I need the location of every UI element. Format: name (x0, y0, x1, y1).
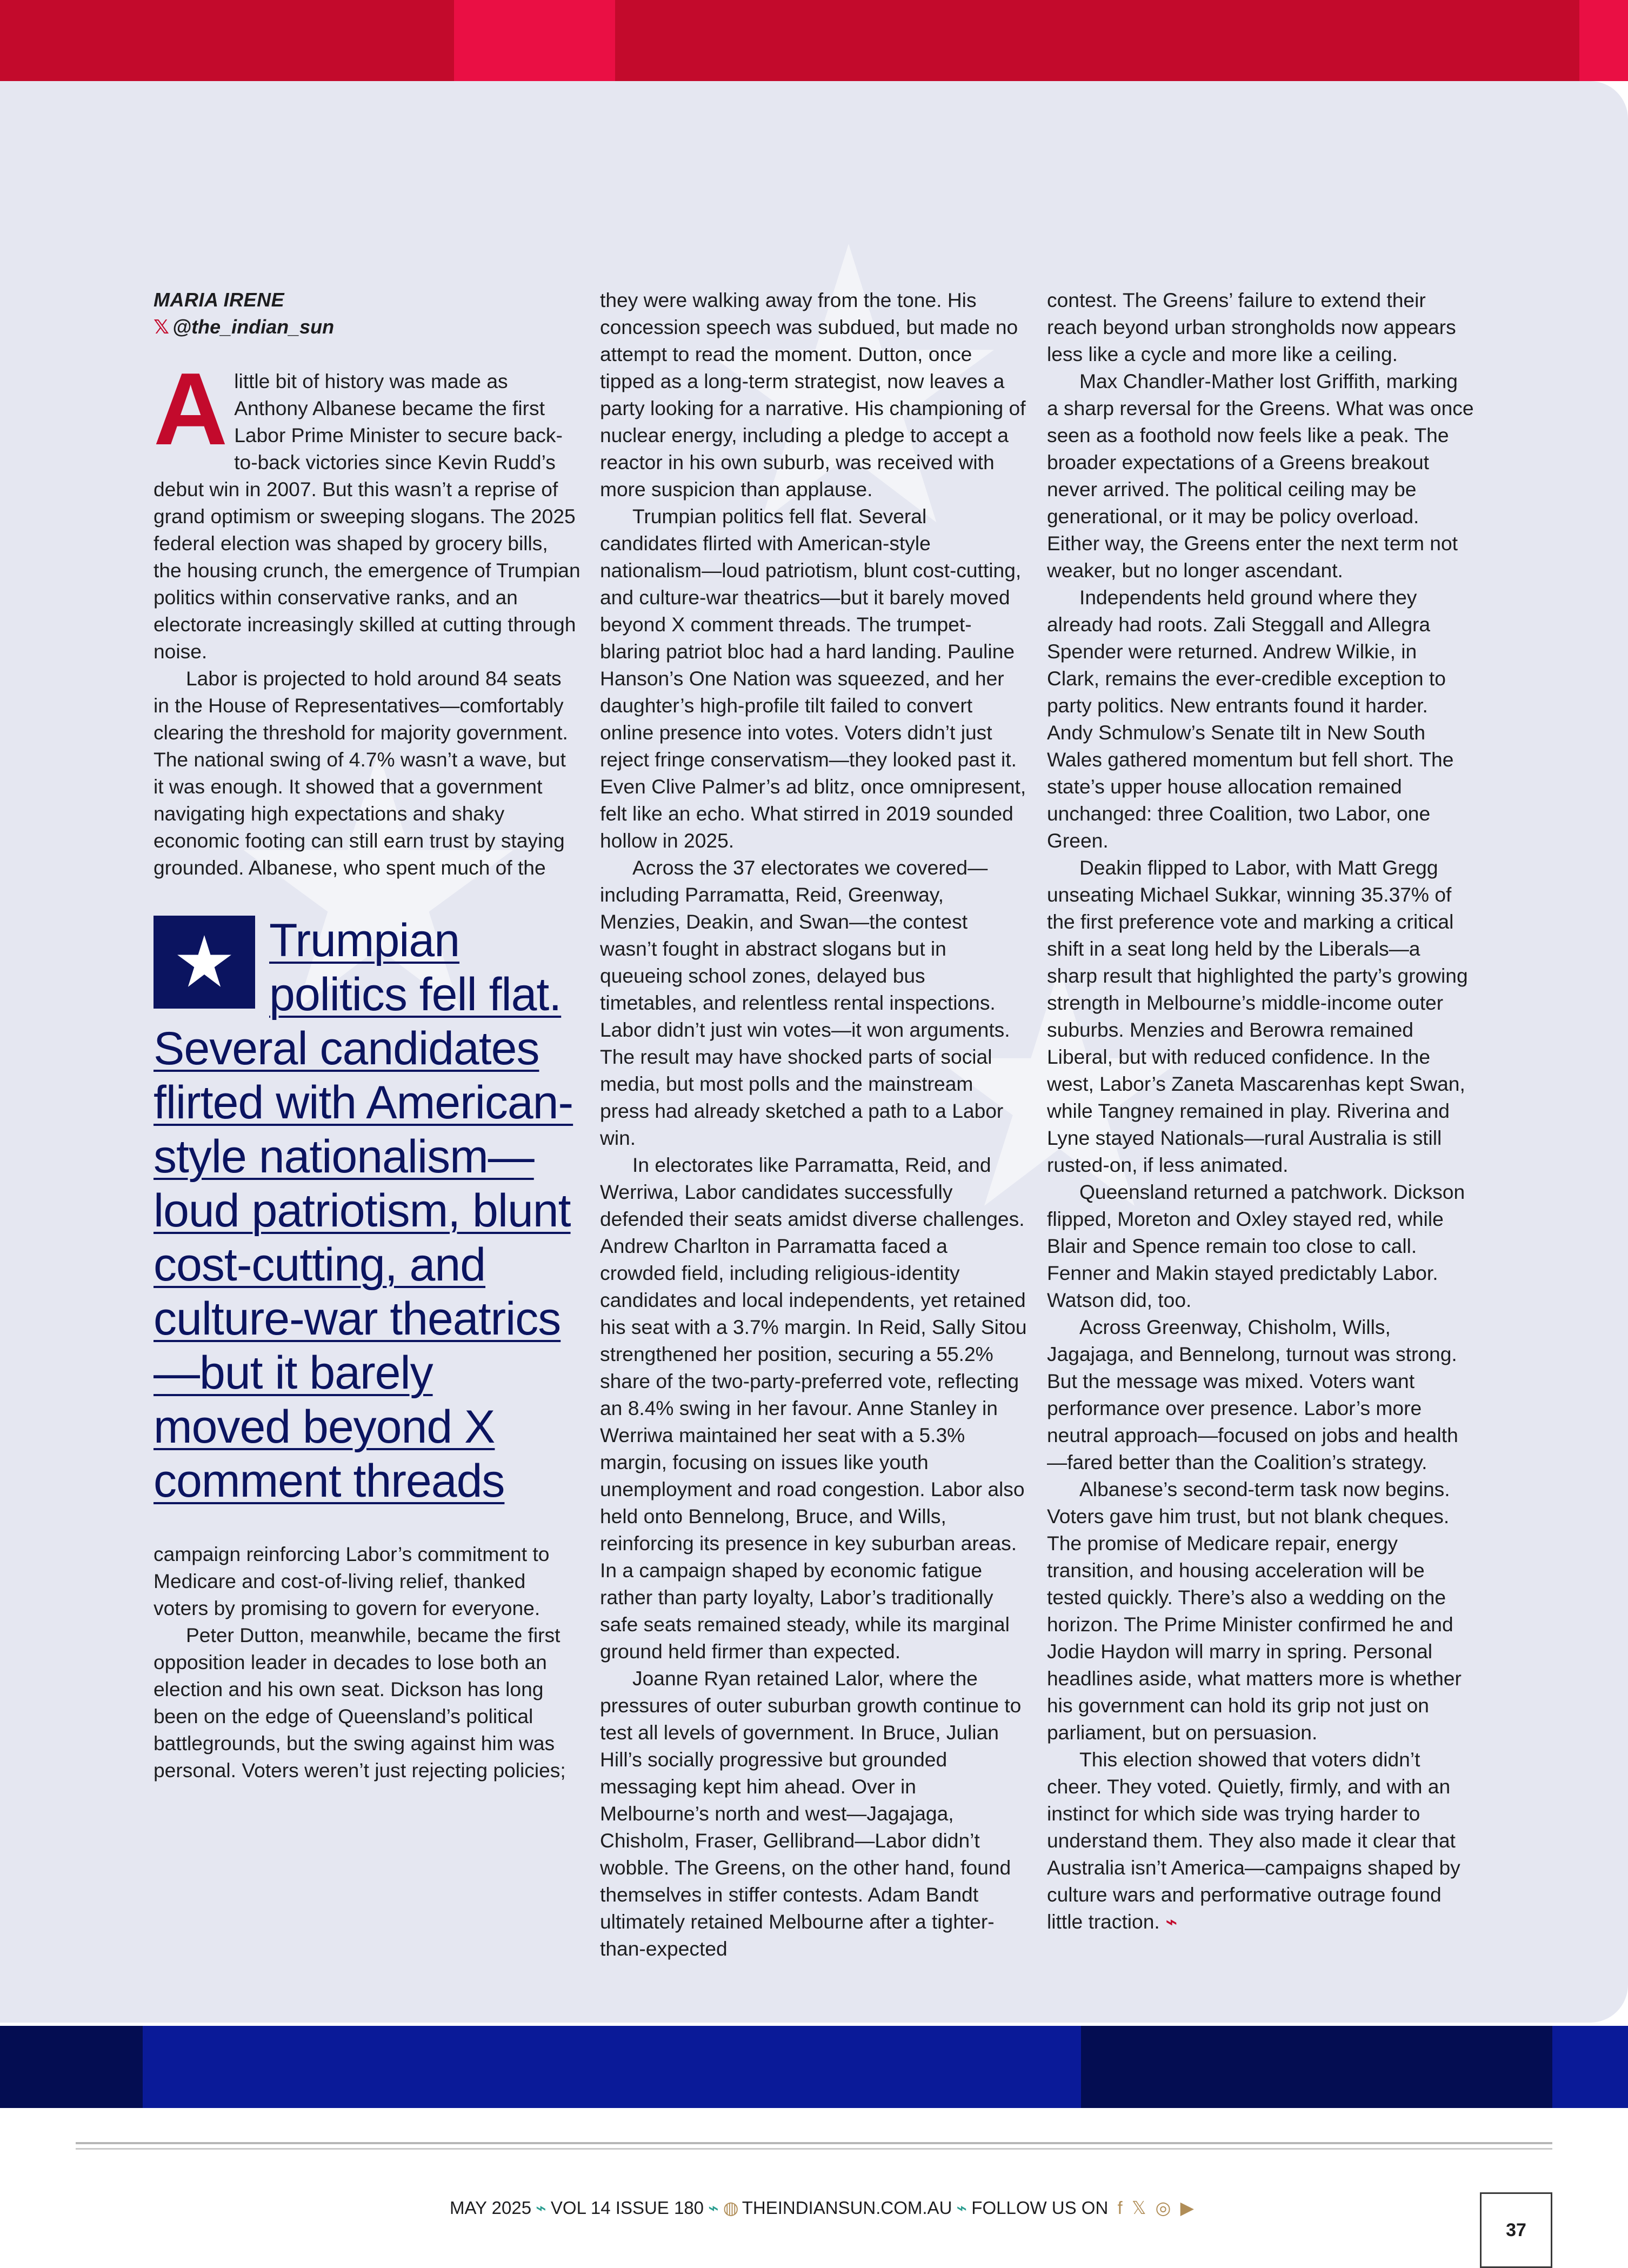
facebook-icon[interactable]: f (1117, 2198, 1123, 2218)
paragraph: contest. The Greens’ failure to extend their reach beyond urban strongholds now appears less like a cycle and more like a ceiling. (1047, 289, 1456, 365)
pull-quote-text: Trumpian politics fell flat. Several candidates flirted with American-style nationalism—loud patriotism, blunt cost-cutting, and culture-war theatrics—but it barely moved beyond X comment threads (154, 915, 573, 1507)
paragraph: Deakin flipped to Labor, with Matt Gregg unseating Michael Sukkar, winning 35.37% of the first preference vote and marking a critical shift in a seat long held by the Liberals—a sharp result that highlighted the party’s growing strength in Melbourne’s middle-income outer suburbs. Menzies and Berowra remained Liberal, but with reduced confidence. In the west, Labor’s Zaneta Mascarenhas kept Swan, while Tangney remained in play. Riverina and Lyne stayed Nationals—rural Australia is still rusted-on, if less animated. (1047, 856, 1468, 1176)
final-paragraph-text: This election showed that voters didn’t cheer. They voted. Quietly, firmly, and with an instinct for which side was trying harder to understand them. They also made it clear that Australia isn’t America—campaigns shaped by culture wars and performative outrage found little traction. (1047, 1748, 1460, 1933)
author-name: MARIA IRENE (154, 289, 285, 311)
article-lead (154, 352, 581, 881)
globe-icon: ◍ (723, 2198, 739, 2218)
paragraph: Labor is projected to hold around 84 seats in the House of Representatives—comfortably clearing the threshold for majority government. The national swing of 4.7% wasn’t a wave, but it was enough. It showed that a government navigating high expectations and shaky economic footing can still earn trust by staying grounded. Albanese, who spent much of the (154, 667, 568, 879)
x-logo-icon: 𝕏 (154, 316, 170, 338)
top-band-pink-segment-right (1579, 0, 1628, 81)
paragraph-final (1047, 1746, 1474, 1935)
footer-rule (76, 2142, 1552, 2144)
paragraph: Across Greenway, Chisholm, Wills, Jagajaga, and Bennelong, turnout was strong. But the message was mixed. Voters want performance over presence. Labor’s more neutral approach—focused on jobs and health—fared better than the Coalition’s strategy. (1047, 1316, 1458, 1473)
paragraph: Across the 37 electorates we covered—including Parramatta, Reid, Greenway, Menzies, Deakin, and Swan—the contest wasn’t fought in abstract slogans but in queueing school zones, delayed bus timetables, and relentless rental inspections. Labor didn’t just win votes—it won arguments. The result may have shocked parts of social media, but most polls and the mainstream press had already sketched a path to a Labor win. (600, 856, 1010, 1149)
separator-icon: ⌁ (708, 2198, 719, 2218)
paragraph: Queensland returned a patchwork. Dickson flipped, Moreton and Oxley stayed red, while Blair and Spence remain too close to call. Fenner and Makin stayed predictably Labor. Watson did, too. (1047, 1180, 1465, 1311)
separator-icon: ⌁ (536, 2198, 546, 2218)
website-link[interactable]: THEINDIANSUN.COM.AU (742, 2198, 952, 2218)
paragraph: Joanne Ryan retained Lalor, where the pressures of outer suburban growth continue to test all levels of government. In Bruce, Julian Hill’s socially progressive but grounded messaging kept him ahead. Over in Melbourne’s north and west—Jagajaga, Chisholm, Fraser, Gellibrand—Labor didn’t wobble. The Greens, on the other hand, found themselves in stiffer contests. Adam Bandt ultimately retained Melbourne after a tighter-than-expected (600, 1667, 1022, 1960)
top-color-band (0, 0, 1628, 81)
article-column-1 (154, 286, 581, 1784)
pull-quote (154, 913, 581, 1508)
top-band-pink-segment (454, 0, 615, 81)
paragraph: Peter Dutton, meanwhile, became the first opposition leader in decades to lose both an election and his own seat. Dickson has long been on the edge of Queensland’s political battlegrounds, but the swing against him was personal. Voters weren’t just rejecting policies; (154, 1624, 566, 1782)
end-mark-icon: ⌁ (1165, 1910, 1178, 1933)
paragraph: Max Chandler-Mather lost Griffith, marking a sharp reversal for the Greens. What was once seen as a foothold now feels like a peak. The broader expectations of a Greens breakout never arrived. The political ceiling may be generational, or it may be policy overload. Either way, the Greens enter the next term not weaker, but no longer ascendant. (1047, 370, 1474, 582)
follow-label: FOLLOW US ON (971, 2198, 1109, 2218)
x-icon[interactable]: 𝕏 (1131, 2198, 1146, 2218)
paragraph: Trumpian politics fell flat. Several candidates flirted with American-style nationalism—loud patriotism, blunt cost-cutting, and culture-war theatrics—but it barely moved beyond X comment threads. The trumpet-blaring patriot bloc had a hard landing. Pauline Hanson’s One Nation was squeezed, and her daughter’s high-profile tilt failed to convert online presence into votes. Voters didn’t just reject fringe conservatism—they looked past it. Even Clive Palmer’s ad blitz, once omnipresent, felt like an echo. What stirred in 2019 sounded hollow in 2025. (600, 505, 1026, 852)
article-column-2 (600, 286, 1027, 1962)
footer-line (450, 2194, 1194, 2222)
paragraph: Independents held ground where they already had roots. Zali Steggall and Allegra Spender were returned. Andrew Wilkie, in Clark, remains the ever-credible exception to party politics. New entrants found it harder. Andy Schmulow’s Senate tilt in New South Wales gathered momentum but fell short. The state’s upper house allocation remained unchanged: three Coalition, two Labor, one Green. (1047, 586, 1454, 852)
bottom-color-band (0, 2026, 1628, 2108)
author-handle-text: @the_indian_sun (172, 316, 335, 338)
instagram-icon[interactable]: ◎ (1155, 2198, 1171, 2218)
author-handle[interactable] (154, 313, 581, 341)
star-badge (154, 916, 255, 1009)
article-column-3 (1047, 286, 1474, 1935)
issue-date: MAY 2025 (450, 2198, 532, 2218)
paragraph: they were walking away from the tone. His concession speech was subdued, but made no attempt to read the moment. Dutton, once tipped as a long-term strategist, now leaves a party looking for a narrative. His championing of nuclear energy, including a pledge to accept a reactor in his own suburb, was received with more suspicion than applause. (600, 289, 1026, 501)
footer-rule (76, 2148, 1552, 2150)
star-icon (176, 935, 232, 989)
paragraph: Albanese’s second-term task now begins. Voters gave him trust, but not blank cheques. The promise of Medicare repair, energy transition, and housing acceleration will be tested quickly. There’s also a wedding on the horizon. The Prime Minister confirmed he and Jodie Haydon will marry in spring. Personal headlines aside, what matters more is whether his government can hold its grip not just on parliament, but on persuasion. (1047, 1478, 1462, 1744)
drop-cap: A (154, 352, 228, 466)
bottom-band-dark-segment (0, 2026, 143, 2108)
volume-issue: VOL 14 ISSUE 180 (550, 2198, 704, 2218)
paragraph: campaign reinforcing Labor’s commitment to Medicare and cost-of-living relief, thanked voters by promising to govern for everyone. (154, 1543, 550, 1619)
bottom-band-dark-segment-right (1081, 2026, 1552, 2108)
paragraph: In electorates like Parramatta, Reid, and Werriwa, Labor candidates successfully defended their seats amidst diverse challenges. Andrew Charlton in Parramatta faced a crowded field, including religious-identity candidates and local independents, yet retained his seat with a 3.7% margin. In Reid, Sally Sitou strengthened her position, securing a 55.2% share of the two-party-preferred vote, reflecting an 8.4% swing in her favour. Anne Stanley in Werriwa maintained her seat with a 5.3% margin, focusing on issues like youth unemployment and road congestion. Labor also held onto Bennelong, Bruce, and Wills, reinforcing its presence in key suburban areas. In a campaign shaped by economic fatigue rather than party loyalty, Labor’s traditionally safe seats remained steady, while its marginal ground held firmer than expected. (600, 1153, 1027, 1663)
separator-icon: ⌁ (956, 2198, 968, 2218)
youtube-icon[interactable]: ▶ (1180, 2198, 1194, 2218)
paragraph: little bit of history was made as Anthony Albanese became the first Labor Prime Minister to secure back-to-back victories since Kevin Rudd’s debut win in 2007. But this wasn’t a reprise of grand optimism or sweeping slogans. The 2025 federal election was shaped by grocery bills, the housing crunch, the emergence of Trumpian politics within conservative ranks, and an electorate increasingly skilled at cutting through noise. (154, 370, 581, 663)
page-number: 37 (1480, 2192, 1552, 2268)
